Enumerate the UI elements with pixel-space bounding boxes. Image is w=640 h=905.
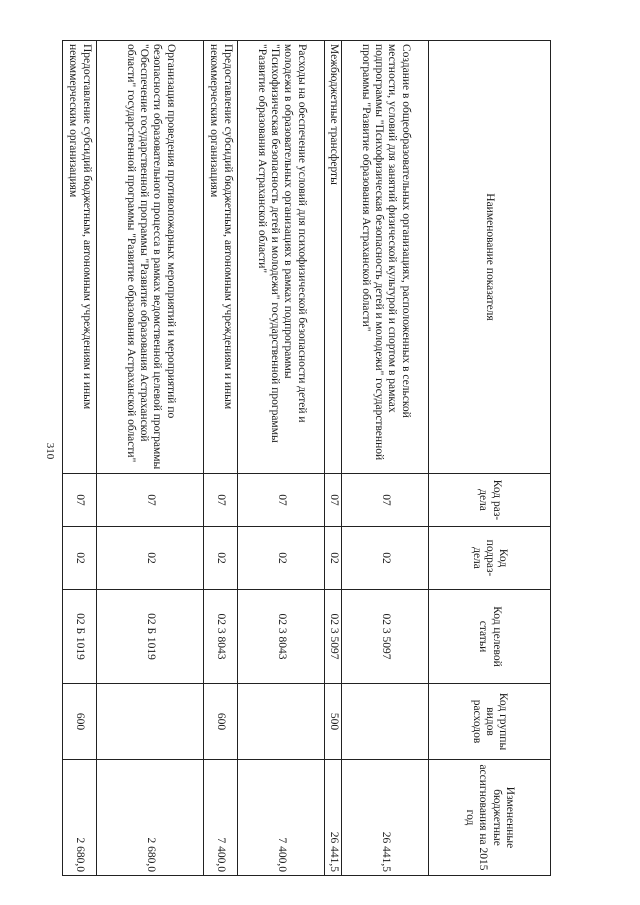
row-name: Создание в общеобразовательных организациях, расположенных в сельской местности, условий для занятий физической культурой и спортом в рамках подпрограммы "Психофизическая безопасность детей и молодежи" государственной программы "Развитие образования Астраханской области" — [342, 41, 429, 474]
row-subsection: 02 — [342, 527, 429, 590]
row-group — [97, 684, 204, 760]
row-amount: 26 441,5 — [342, 760, 429, 876]
row-group: 500 — [325, 684, 342, 760]
row-subsection: 02 — [325, 527, 342, 590]
row-name: Межбюджетные трансферты — [325, 41, 342, 474]
row-target: 02 Б 1019 — [63, 590, 97, 684]
row-amount: 26 441,5 — [325, 760, 342, 876]
rotated-page — [67, 40, 551, 875]
row-group: 600 — [204, 684, 238, 760]
row-target: 02 3 8043 — [204, 590, 238, 684]
row-target: 02 Б 1019 — [97, 590, 204, 684]
row-group — [238, 684, 325, 760]
table-row — [204, 41, 238, 876]
row-target: 02 3 5097 — [325, 590, 342, 684]
row-subsection: 02 — [97, 527, 204, 590]
header-target: Код целевой статьи — [429, 590, 551, 684]
header-section: Код раз-дела — [429, 474, 551, 527]
row-target: 02 3 8043 — [238, 590, 325, 684]
row-amount: 2 680,0 — [63, 760, 97, 876]
row-amount: 7 400,0 — [238, 760, 325, 876]
row-group — [342, 684, 429, 760]
row-section: 07 — [63, 474, 97, 527]
header-name: Наименование показателя — [429, 41, 551, 474]
row-name: Организация проведения противопожарных мероприятий и мероприятий по безопасности образовательного процесса в рамках ведомственной целевой программы "Обеспечение государственной программы "Развитие образования Астраханской области" государственной программы "Развитие образования Астраханской области" — [97, 41, 204, 474]
header-subsection: Код подраз-дела — [429, 527, 551, 590]
row-section: 07 — [342, 474, 429, 527]
row-group: 600 — [63, 684, 97, 760]
row-subsection: 02 — [63, 527, 97, 590]
table-row — [325, 41, 342, 876]
table-row — [63, 41, 97, 876]
header-group: Код группы видов расходов — [429, 684, 551, 760]
row-section: 07 — [204, 474, 238, 527]
row-section: 07 — [238, 474, 325, 527]
row-amount: 2 680,0 — [97, 760, 204, 876]
row-name: Предоставление субсидий бюджетным, автономным учреждениям и иным некоммерческим организациям — [204, 41, 238, 474]
row-section: 07 — [325, 474, 342, 527]
row-target: 02 3 5097 — [342, 590, 429, 684]
header-amount: Измененные бюджетные ассигнования на 2015 год — [429, 760, 551, 876]
row-subsection: 02 — [238, 527, 325, 590]
table-row — [238, 41, 325, 876]
row-amount: 7 400,0 — [204, 760, 238, 876]
row-name: Предоставление субсидий бюджетным, автономным учреждениям и иным некоммерческим организациям — [63, 41, 97, 474]
budget-table — [62, 40, 551, 876]
row-section: 07 — [97, 474, 204, 527]
page-number: 310 — [44, 442, 56, 460]
row-subsection: 02 — [204, 527, 238, 590]
row-name: Расходы на обеспечение условий для психофизической безопасности детей и молодежи в образовательных организациях в рамках подпрограммы "Психофизическая безопасность детей и молодежи" государственной программы "Развитие образования Астраханской области" — [238, 41, 325, 474]
table-row — [342, 41, 429, 876]
table-row — [97, 41, 204, 876]
